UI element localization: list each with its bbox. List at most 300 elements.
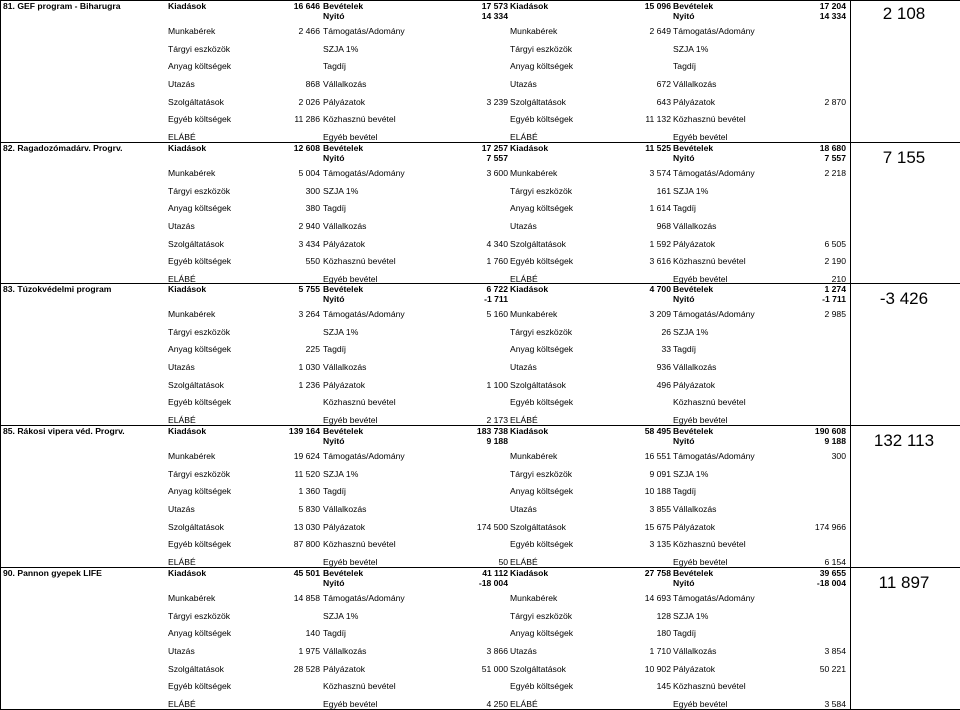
income-value: 1 100 [486,380,508,390]
income-value-2: 6 505 [824,239,846,249]
income-label-2: Vállalkozás [673,646,717,656]
income-label-2: Támogatás/Adomány [673,168,755,178]
income-label: Vállalkozás [323,79,367,89]
column-border-right [850,142,851,283]
income-label: Tagdíj [323,486,346,496]
expense-label: Szolgáltatások [168,664,224,674]
expense-label: Egyéb költségek [168,114,232,124]
expense-value: 28 528 [293,664,320,674]
expense-label-2: Szolgáltatások [510,380,566,390]
income-label: Egyéb bevétel [323,415,378,425]
column-border-left [0,283,1,425]
nyito-label-2: Nyitó [673,578,695,588]
expense-value-2: 26 [661,327,671,337]
bevetelek-value: 6 722 [486,284,508,294]
expense-value: 14 858 [293,593,320,603]
column-border-left [0,0,1,142]
expense-label-2: Tárgyi eszközök [510,611,573,621]
expense-label: Anyag költségek [168,344,232,354]
income-label: Tagdíj [323,344,346,354]
expense-label: Utazás [168,221,195,231]
expense-value: 380 [305,203,320,213]
income-label: Közhasznú bevétel [323,681,396,691]
income-label-2: SZJA 1% [673,186,709,196]
expense-label-2: Utazás [510,362,537,372]
nyito-value: 14 334 [481,11,508,21]
expense-value-2: 1 592 [649,239,671,249]
income-value-2: 3 584 [824,699,846,709]
income-label-2: Egyéb bevétel [673,699,728,709]
nyito-value: 7 557 [486,153,508,163]
expense-label: ELÁBÉ [168,132,196,142]
income-value: 1 760 [486,256,508,266]
income-label-2: Tagdíj [673,486,696,496]
kiadasok-label: Kiadások [168,284,207,294]
expense-label-2: ELÁBÉ [510,132,538,142]
expense-label: Egyéb költségek [168,256,232,266]
bevetelek-value: 41 112 [482,568,508,578]
bevetelek-label: Bevételek [323,284,364,294]
expense-value: 550 [305,256,320,266]
expense-label-2: Szolgáltatások [510,97,566,107]
income-label-2: Vállalkozás [673,79,717,89]
expense-label-2: Utazás [510,504,537,514]
expense-label: Egyéb költségek [168,397,232,407]
income-label: Támogatás/Adomány [323,168,405,178]
income-label-2: Támogatás/Adomány [673,593,755,603]
expense-label: Tárgyi eszközök [168,44,231,54]
income-value: 50 [498,557,508,567]
kiadasok-label-2: Kiadások [510,568,549,578]
income-label-2: Közhasznú bevétel [673,539,746,549]
expense-label-2: Egyéb költségek [510,397,574,407]
nyito-value-2: -1 711 [822,294,846,304]
expense-value: 1 236 [298,380,320,390]
expense-value-2: 10 902 [644,664,671,674]
expense-label: Munkabérek [168,593,216,603]
income-label: Támogatás/Adomány [323,451,405,461]
program-section [0,283,960,425]
nyito-label: Nyitó [323,578,345,588]
income-value: 3 600 [486,168,508,178]
program-section [0,425,960,567]
income-label: Egyéb bevétel [323,274,378,284]
expense-value-2: 3 574 [649,168,671,178]
expense-label: ELÁBÉ [168,415,196,425]
expense-label: Szolgáltatások [168,239,224,249]
kiadasok-value: 45 501 [293,568,320,578]
income-label: Közhasznú bevétel [323,539,396,549]
expense-value: 1 360 [298,486,320,496]
expense-label-2: Munkabérek [510,451,558,461]
expense-value-2: 1 710 [649,646,671,656]
income-label-2: Vállalkozás [673,221,717,231]
expense-label: Egyéb költségek [168,539,232,549]
income-value-2: 174 966 [814,522,846,532]
expense-value: 140 [305,628,320,638]
expense-value-2: 936 [656,362,671,372]
expense-label-2: Egyéb költségek [510,114,574,124]
program-title: 90. Pannon gyepek LIFE [3,568,102,578]
bevetelek-value-2: 1 274 [824,284,846,294]
kiadasok-label: Kiadások [168,568,207,578]
income-value-2: 50 221 [819,664,846,674]
expense-label-2: Szolgáltatások [510,239,566,249]
expense-value: 3 434 [298,239,320,249]
expense-label-2: Anyag költségek [510,344,574,354]
income-label-2: Pályázatok [673,522,716,532]
income-label-2: Vállalkozás [673,362,717,372]
expense-label-2: Tárgyi eszközök [510,327,573,337]
bevetelek-label: Bevételek [323,1,364,11]
income-value-2: 6 154 [824,557,846,567]
income-label-2: Vállalkozás [673,504,717,514]
income-label: SZJA 1% [323,469,359,479]
income-value: 5 160 [486,309,508,319]
program-section [0,567,960,710]
expense-label: Szolgáltatások [168,522,224,532]
income-label-2: Pályázatok [673,239,716,249]
income-label-2: SZJA 1% [673,469,709,479]
expense-value-2: 9 091 [649,469,671,479]
expense-value-2: 15 675 [644,522,671,532]
kiadasok-value: 5 755 [298,284,320,294]
kiadasok-value: 16 646 [293,1,320,11]
expense-value-2: 33 [661,344,671,354]
nyito-label: Nyitó [323,294,345,304]
expense-value-2: 180 [656,628,671,638]
kiadasok-value: 12 608 [293,143,320,153]
kiadasok-label-2: Kiadások [510,1,549,11]
expense-label: Anyag költségek [168,61,232,71]
column-border-right [850,567,851,710]
kiadasok-value-2: 4 700 [649,284,671,294]
expense-label-2: Tárgyi eszközök [510,44,573,54]
expense-label: Tárgyi eszközök [168,186,231,196]
expense-label-2: Munkabérek [510,309,558,319]
income-value: 3 239 [486,97,508,107]
balance-total: 7 155 [882,148,926,167]
bevetelek-value-2: 39 655 [819,568,846,578]
income-label: Pályázatok [323,380,366,390]
income-label-2: Pályázatok [673,664,716,674]
nyito-label-2: Nyitó [673,11,695,21]
expense-value: 13 030 [293,522,320,532]
column-border-right [850,283,851,425]
expense-label: Egyéb költségek [168,681,232,691]
bevetelek-value-2: 17 204 [819,1,846,11]
income-label: Pályázatok [323,97,366,107]
expense-label-2: Egyéb költségek [510,681,574,691]
bevetelek-label-2: Bevételek [673,568,714,578]
income-label: Vállalkozás [323,504,367,514]
income-label-2: Támogatás/Adomány [673,451,755,461]
nyito-label: Nyitó [323,153,345,163]
expense-label: Munkabérek [168,26,216,36]
expense-value: 5 830 [298,504,320,514]
expense-value-2: 14 693 [644,593,671,603]
expense-value: 1 975 [298,646,320,656]
expense-value-2: 3 855 [649,504,671,514]
nyito-label-2: Nyitó [673,153,695,163]
bevetelek-value: 17 573 [481,1,508,11]
column-border-left [0,425,1,567]
expense-value-2: 1 614 [649,203,671,213]
income-label-2: Egyéb bevétel [673,274,728,284]
expense-value-2: 161 [656,186,671,196]
expense-label-2: ELÁBÉ [510,699,538,709]
expense-label-2: Szolgáltatások [510,664,566,674]
expense-label-2: Utazás [510,221,537,231]
expense-value-2: 672 [656,79,671,89]
expense-label: Tárgyi eszközök [168,469,231,479]
income-value-2: 2 190 [824,256,846,266]
income-label: Tagdíj [323,61,346,71]
income-value-2: 210 [831,274,846,284]
income-label: SZJA 1% [323,611,359,621]
kiadasok-value-2: 15 096 [644,1,671,11]
expense-value: 225 [305,344,320,354]
income-label: Pályázatok [323,522,366,532]
income-label-2: Egyéb bevétel [673,132,728,142]
expense-label-2: Anyag költségek [510,61,574,71]
income-value-2: 300 [831,451,846,461]
expense-value-2: 128 [656,611,671,621]
program-title: 83. Túzokvédelmi program [3,284,112,294]
expense-value-2: 2 649 [649,26,671,36]
nyito-value-2: -18 004 [816,578,846,588]
expense-value: 2 026 [298,97,320,107]
expense-label: Munkabérek [168,168,216,178]
expense-label-2: Munkabérek [510,26,558,36]
income-value: 2 173 [486,415,508,425]
program-section [0,0,960,142]
income-value-2: 2 870 [824,97,846,107]
income-label: SZJA 1% [323,186,359,196]
expense-label: Utazás [168,646,195,656]
expense-value-2: 145 [656,681,671,691]
bevetelek-label-2: Bevételek [673,143,714,153]
expense-label: Anyag költségek [168,628,232,638]
income-label: Egyéb bevétel [323,557,378,567]
income-label: Tagdíj [323,628,346,638]
income-label: Egyéb bevétel [323,699,378,709]
expense-value: 2 466 [298,26,320,36]
balance-total: 2 108 [882,4,926,23]
program-section [0,142,960,283]
income-value: 4 340 [486,239,508,249]
nyito-label-2: Nyitó [673,294,695,304]
income-label: Egyéb bevétel [323,132,378,142]
income-value-2: 2 218 [824,168,846,178]
nyito-value: 9 188 [486,436,508,446]
income-label-2: Tagdíj [673,344,696,354]
nyito-label-2: Nyitó [673,436,695,446]
bevetelek-label-2: Bevételek [673,284,714,294]
income-value: 174 500 [476,522,508,532]
income-label-2: Közhasznú bevétel [673,114,746,124]
nyito-label: Nyitó [323,436,345,446]
balance-total: 11 897 [878,573,930,592]
income-label: Támogatás/Adomány [323,26,405,36]
bevetelek-value: 183 738 [476,426,508,436]
income-label: Támogatás/Adomány [323,593,405,603]
expense-value-2: 496 [656,380,671,390]
column-border-left [0,567,1,710]
income-value: 3 866 [486,646,508,656]
expense-label-2: Tárgyi eszközök [510,186,573,196]
bevetelek-value-2: 190 608 [814,426,846,436]
expense-label-2: Anyag költségek [510,203,574,213]
program-title: 81. GEF program - Biharugra [3,1,121,11]
income-label: Közhasznú bevétel [323,256,396,266]
income-label-2: Tagdíj [673,61,696,71]
expense-label-2: Munkabérek [510,168,558,178]
program-title: 82. Ragadozómadárv. Progrv. [3,143,123,153]
expense-label-2: Utazás [510,646,537,656]
income-label-2: SZJA 1% [673,327,709,337]
expense-label: Utazás [168,504,195,514]
income-label: Pályázatok [323,664,366,674]
income-label: Vállalkozás [323,221,367,231]
expense-label: Utazás [168,362,195,372]
nyito-value-2: 9 188 [824,436,846,446]
expense-label: Szolgáltatások [168,380,224,390]
bevetelek-label-2: Bevételek [673,1,714,11]
bevetelek-label: Bevételek [323,143,364,153]
income-label-2: Közhasznú bevétel [673,681,746,691]
expense-value-2: 3 135 [649,539,671,549]
income-label-2: Közhasznú bevétel [673,256,746,266]
nyito-value-2: 7 557 [824,153,846,163]
income-label: SZJA 1% [323,44,359,54]
kiadasok-label: Kiadások [168,1,207,11]
expense-value: 11 520 [294,469,320,479]
expense-label-2: Szolgáltatások [510,522,566,532]
bevetelek-label: Bevételek [323,568,364,578]
expense-value-2: 10 188 [644,486,671,496]
expense-label-2: Tárgyi eszközök [510,469,573,479]
kiadasok-label-2: Kiadások [510,143,549,153]
expense-label-2: Egyéb költségek [510,539,574,549]
expense-label-2: ELÁBÉ [510,557,538,567]
expense-label-2: Egyéb költségek [510,256,574,266]
income-label-2: Tagdíj [673,203,696,213]
bevetelek-value: 17 257 [481,143,508,153]
expense-label-2: Munkabérek [510,593,558,603]
income-label-2: Támogatás/Adomány [673,309,755,319]
kiadasok-value: 139 164 [288,426,320,436]
income-value: 4 250 [486,699,508,709]
expense-label: Szolgáltatások [168,97,224,107]
expense-label-2: Anyag költségek [510,628,574,638]
income-label-2: Pályázatok [673,97,716,107]
income-label: Támogatás/Adomány [323,309,405,319]
expense-label: ELÁBÉ [168,557,196,567]
income-label: Vállalkozás [323,362,367,372]
income-value-2: 2 985 [824,309,846,319]
expense-label-2: ELÁBÉ [510,415,538,425]
column-border-right [850,425,851,567]
expense-value-2: 968 [656,221,671,231]
income-value: 51 000 [481,664,508,674]
income-label-2: Pályázatok [673,380,716,390]
bevetelek-value-2: 18 680 [819,143,846,153]
expense-label: Anyag költségek [168,486,232,496]
nyito-value: -18 004 [478,578,508,588]
balance-total: -3 426 [879,289,929,308]
kiadasok-label: Kiadások [168,426,207,436]
kiadasok-label: Kiadások [168,143,207,153]
income-label-2: Egyéb bevétel [673,415,728,425]
program-title: 85. Rákosi vipera véd. Progrv. [3,426,125,436]
nyito-value-2: 14 334 [819,11,846,21]
income-label: SZJA 1% [323,327,359,337]
expense-label-2: ELÁBÉ [510,274,538,284]
expense-value: 868 [305,79,320,89]
column-border-left [0,142,1,283]
expense-value: 3 264 [298,309,320,319]
expense-value: 300 [305,186,320,196]
income-label: Közhasznú bevétel [323,114,396,124]
income-label-2: Közhasznú bevétel [673,397,746,407]
income-label: Vállalkozás [323,646,367,656]
income-label: Tagdíj [323,203,346,213]
expense-label: Tárgyi eszközök [168,327,231,337]
expense-label: ELÁBÉ [168,274,196,284]
income-label-2: Támogatás/Adomány [673,26,755,36]
expense-value: 1 030 [298,362,320,372]
income-label-2: SZJA 1% [673,611,709,621]
column-border-right [850,0,851,142]
expense-label: Munkabérek [168,309,216,319]
nyito-label: Nyitó [323,11,345,21]
kiadasok-value-2: 27 758 [644,568,671,578]
bevetelek-label: Bevételek [323,426,364,436]
expense-label: Anyag költségek [168,203,232,213]
income-value-2: 3 854 [824,646,846,656]
expense-value-2: 3 616 [649,256,671,266]
income-label-2: Egyéb bevétel [673,557,728,567]
expense-value-2: 643 [656,97,671,107]
kiadasok-value-2: 58 495 [644,426,671,436]
balance-total: 132 113 [873,431,935,450]
kiadasok-value-2: 11 525 [645,143,671,153]
expense-label: Tárgyi eszközök [168,611,231,621]
expense-label: Munkabérek [168,451,216,461]
expense-label-2: Anyag költségek [510,486,574,496]
income-label: Közhasznú bevétel [323,397,396,407]
kiadasok-label-2: Kiadások [510,284,549,294]
expense-value: 11 286 [294,114,320,124]
nyito-value: -1 711 [484,294,508,304]
expense-value: 87 800 [293,539,320,549]
bevetelek-label-2: Bevételek [673,426,714,436]
kiadasok-label-2: Kiadások [510,426,549,436]
expense-value: 19 624 [293,451,320,461]
expense-label: ELÁBÉ [168,699,196,709]
expense-value-2: 16 551 [644,451,671,461]
expense-value-2: 3 209 [649,309,671,319]
income-label-2: Tagdíj [673,628,696,638]
expense-label-2: Utazás [510,79,537,89]
expense-value: 2 940 [298,221,320,231]
expense-value: 5 004 [298,168,320,178]
expense-value-2: 11 132 [645,114,671,124]
income-label: Pályázatok [323,239,366,249]
expense-label: Utazás [168,79,195,89]
income-label-2: SZJA 1% [673,44,709,54]
